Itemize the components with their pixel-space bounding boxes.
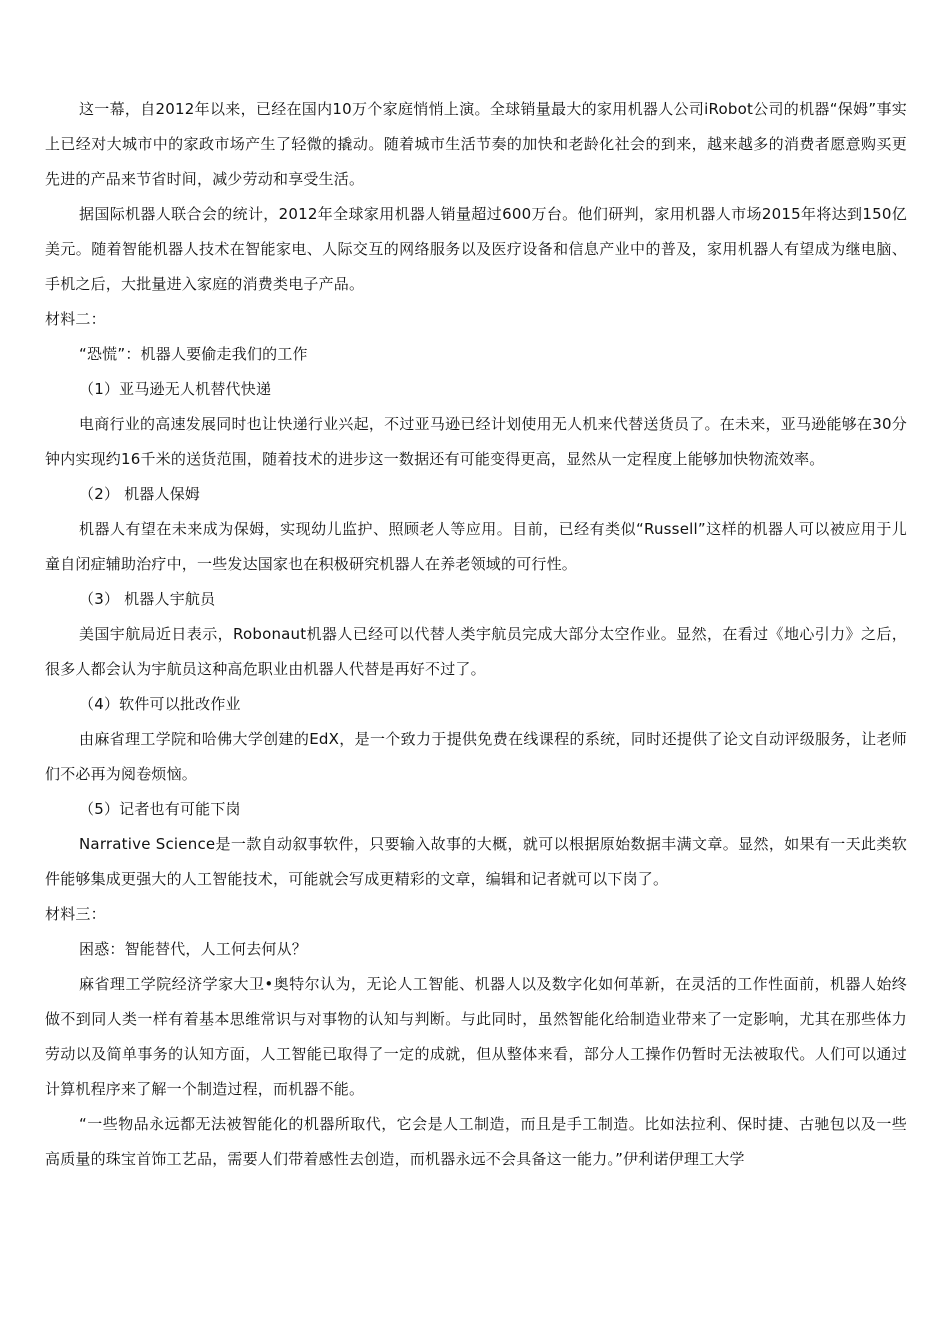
- paragraph-handmade-quote: “一些物品永远都无法被智能化的机器所取代，它会是人工制造，而且是手工制造。比如法拉利、保时捷、古驰包以及一些高质量的珠宝首饰工艺品，需要人们带着感性去创造，而机器永远不会具备这一能力。”伊利诺伊理工大学: [45, 1115, 907, 1168]
- item-heading-3: （3） 机器人宇航员: [79, 590, 216, 608]
- paragraph-amazon-drone: 电商行业的高速发展同时也让快递行业兴起，不过亚马逊已经计划使用无人机来代替送货员了。在未来，亚马逊能够在30分钟内实现约16千米的送货范围，随着技术的进步这一数据还有可能变得更高，显然从一定程度上能够加快物流效率。: [45, 415, 907, 468]
- item-heading-2: （2） 机器人保姆: [79, 485, 201, 503]
- item-heading-5: （5）记者也有可能下岗: [79, 800, 241, 818]
- paragraph-edx: 由麻省理工学院和哈佛大学创建的EdX，是一个致力于提供免费在线课程的系统，同时还提供了论文自动评级服务，让老师们不必再为阅卷烦恼。: [45, 730, 907, 783]
- paragraph-david-autor: 麻省理工学院经济学家大卫•奥特尔认为，无论人工智能、机器人以及数字化如何革新，在灵活的工作性面前，机器人始终做不到同人类一样有着基本思维常识与对事物的认知与判断。与此同时，虽然智能化给制造业带来了一定影响，尤其在那些体力劳动以及简单事务的认知方面，人工智能已取得了一定的成就，但从整体来看，部分人工操作仍暂时无法被取代。人们可以通过计算机程序来了解一个制造过程，而机器不能。: [45, 975, 907, 1098]
- paragraph-narrative-science: Narrative Science是一款自动叙事软件，只要输入故事的大概，就可以根据原始数据丰满文章。显然，如果有一天此类软件能够集成更强大的人工智能技术，可能就会写成更精彩的文章，编辑和记者就可以下岗了。: [45, 835, 907, 888]
- section-heading-confusion: 困惑：智能替代，人工何去何从？: [79, 940, 308, 958]
- paragraph-irobot: 这一幕，自2012年以来，已经在国内10万个家庭悄悄上演。全球销量最大的家用机器人公司iRobot公司的机器“保姆”事实上已经对大城市中的家政市场产生了轻微的撬动。随着城市生活节奏的加快和老龄化社会的到来，越来越多的消费者愿意购买更先进的产品来节省时间，减少劳动和享受生活。: [45, 100, 907, 188]
- item-heading-4: （4）软件可以批改作业: [79, 695, 241, 713]
- item-heading-1: （1）亚马逊无人机替代快递: [79, 380, 272, 398]
- section-label-material-3: 材料三：: [45, 905, 106, 923]
- section-heading-panic: “恐慌”：机器人要偷走我们的工作: [79, 345, 308, 363]
- paragraph-ifr-stats: 据国际机器人联合会的统计，2012年全球家用机器人销量超过600万台。他们研判，家用机器人市场2015年将达到150亿美元。随着智能机器人技术在智能家电、人际交互的网络服务以及医疗设备和信息产业中的普及，家用机器人有望成为继电脑、手机之后，大批量进入家庭的消费类电子产品。: [45, 205, 907, 293]
- paragraph-robonaut: 美国宇航局近日表示，Robonaut机器人已经可以代替人类宇航员完成大部分太空作业。显然，在看过《地心引力》之后，很多人都会认为宇航员这种高危职业由机器人代替是再好不过了。: [45, 625, 907, 678]
- paragraph-robot-nanny: 机器人有望在未来成为保姆，实现幼儿监护、照顾老人等应用。目前，已经有类似“Russell”这样的机器人可以被应用于儿童自闭症辅助治疗中，一些发达国家也在积极研究机器人在养老领域的可行性。: [45, 520, 907, 573]
- document-body: [45, 92, 907, 1177]
- section-label-material-2: 材料二：: [45, 310, 106, 328]
